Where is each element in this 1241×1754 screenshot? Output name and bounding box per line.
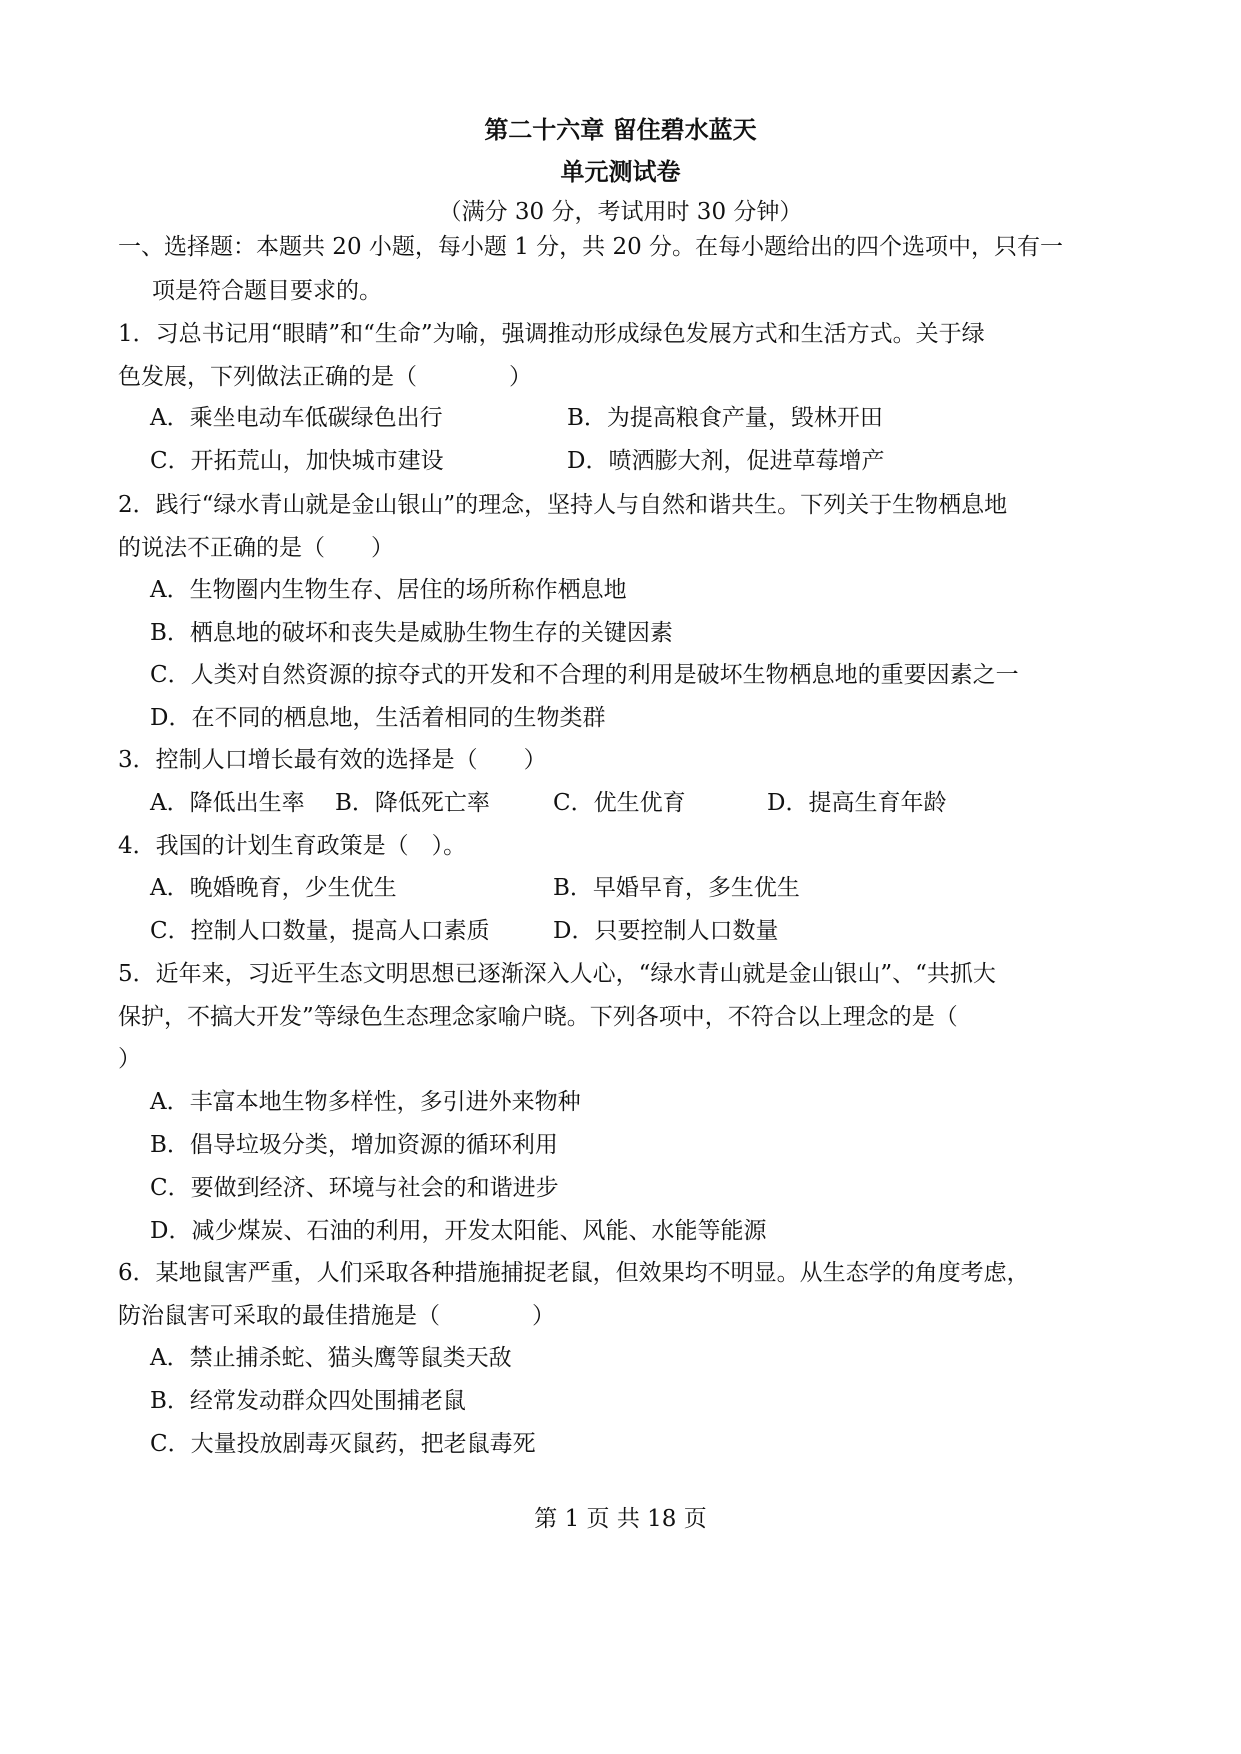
question-3-option-b: B．降低死亡率: [335, 790, 490, 816]
question-2-option-c: C．人类对自然资源的掠夺式的开发和不合理的利用是破坏生物栖息地的重要因素之一: [150, 662, 1019, 688]
question-3-option-d: D．提高生育年龄: [767, 790, 947, 816]
question-1-option-d: D．喷洒膨大剂，促进草莓增产: [567, 448, 885, 474]
question-2-option-a: A．生物圈内生物生存、居住的场所称作栖息地: [150, 577, 627, 603]
question-6-option-c: C．大量投放剧毒灭鼠药，把老鼠毒死: [150, 1431, 536, 1457]
question-4-stem: 4．我国的计划生育政策是（ ）。: [118, 833, 467, 859]
section-heading-line2: 项是符合题目要求的。: [152, 278, 382, 304]
chapter-title: 第二十六章 留住碧水蓝天: [484, 115, 757, 144]
question-5-option-b: B．倡导垃圾分类，增加资源的循环利用: [150, 1132, 558, 1158]
question-1-option-b: B．为提高粮食产量，毁林开田: [567, 405, 883, 431]
question-5-option-d: D．减少煤炭、石油的利用，开发太阳能、风能、水能等能源: [150, 1218, 767, 1244]
question-1-option-a: A．乘坐电动车低碳绿色出行: [150, 405, 443, 431]
question-5-option-a: A．丰富本地生物多样性，多引进外来物种: [150, 1089, 581, 1115]
question-5-stem-line3: ）: [118, 1046, 141, 1072]
question-2-option-b: B．栖息地的破坏和丧失是威胁生物生存的关键因素: [150, 620, 673, 646]
question-3-stem: 3．控制人口增长最有效的选择是（ ）: [118, 747, 547, 773]
question-6-stem-line2: 防治鼠害可采取的最佳措施是（ ）: [118, 1303, 555, 1329]
section-heading-line1: 一、选择题：本题共 20 小题，每小题 1 分，共 20 分。在每小题给出的四个选项中，只有一: [118, 234, 1064, 260]
question-3-option-c: C．优生优育: [553, 790, 686, 816]
question-6-stem-line1: 6．某地鼠害严重，人们采取各种措施捕捉老鼠，但效果均不明显。从生态学的角度考虑，: [118, 1260, 1030, 1286]
question-5-stem-line2: 保护，不搞大开发”等绿色生态理念家喻户晓。下列各项中，不符合以上理念的是（: [118, 1004, 958, 1030]
question-2-stem-line2: 的说法不正确的是（ ）: [118, 535, 394, 561]
question-4-option-a: A．晚婚晚育，少生优生: [150, 875, 397, 901]
question-1-stem-line1: 1．习总书记用“眼睛”和“生命”为喻，强调推动形成绿色发展方式和生活方式。关于绿: [118, 321, 985, 347]
question-1-stem-line2: 色发展，下列做法正确的是（ ）: [118, 364, 532, 390]
question-5-option-c: C．要做到经济、环境与社会的和谐进步: [150, 1175, 559, 1201]
question-5-stem-line1: 5．近年来，习近平生态文明思想已逐渐深入人心，“绿水青山就是金山银山”、“共抓大: [118, 961, 996, 987]
question-6-option-b: B．经常发动群众四处围捕老鼠: [150, 1388, 466, 1414]
question-1-option-c: C．开拓荒山，加快城市建设: [150, 448, 444, 474]
question-2-option-d: D．在不同的栖息地，生活着相同的生物类群: [150, 705, 606, 731]
question-4-option-d: D．只要控制人口数量: [553, 918, 779, 944]
question-3-option-a: A．降低出生率: [150, 790, 305, 816]
question-6-option-a: A．禁止捕杀蛇、猫头鹰等鼠类天敌: [150, 1345, 512, 1371]
test-title: 单元测试卷: [560, 157, 681, 186]
score-note: （满分 30 分，考试用时 30 分钟）: [438, 199, 803, 225]
page-number: 第 1 页 共 18 页: [534, 1506, 707, 1532]
question-4-option-b: B．早婚早育，多生优生: [553, 875, 800, 901]
question-2-stem-line1: 2．践行“绿水青山就是金山银山”的理念，坚持人与自然和谐共生。下列关于生物栖息地: [118, 492, 1008, 518]
question-4-option-c: C．控制人口数量，提高人口素质: [150, 918, 490, 944]
